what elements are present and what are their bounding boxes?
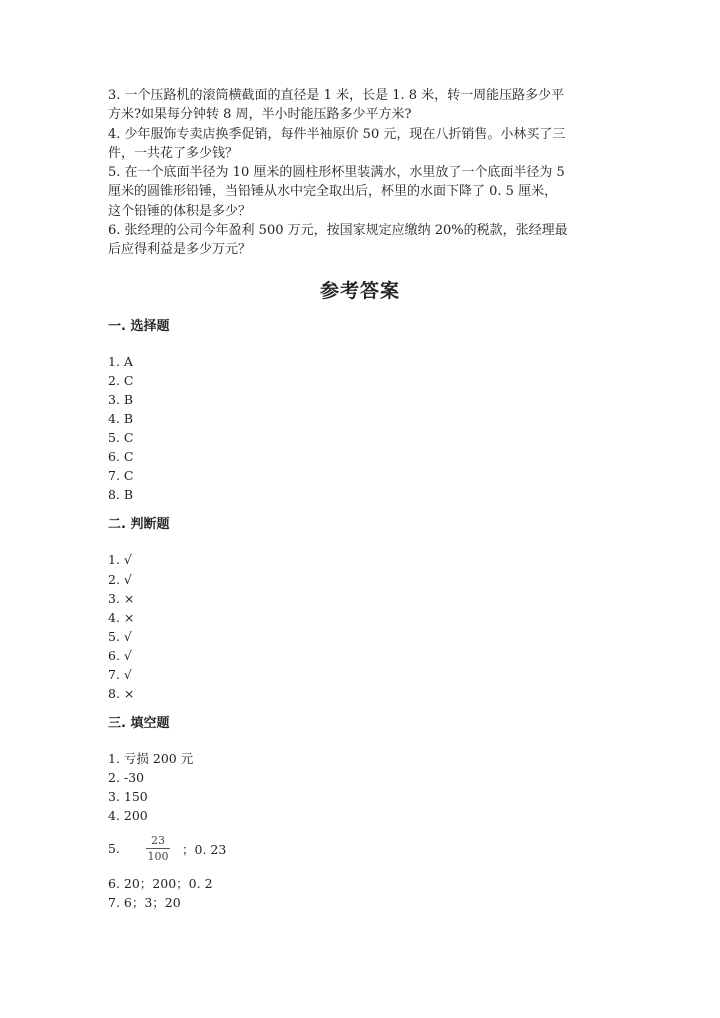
fraction	[144, 834, 172, 863]
problem-line: 4. 少年服饰专卖店换季促销，每件半袖原价 50 元，现在八折销售。小林买了三	[108, 126, 566, 142]
answer-item-fraction	[108, 829, 608, 869]
answer-tail: ；0. 23	[182, 841, 227, 857]
answer-item: 7. √	[108, 666, 132, 682]
answer-item: 1. A	[108, 353, 133, 369]
answer-list	[108, 550, 608, 703]
answer-item: 2. √	[108, 571, 132, 587]
answer-item: 8. ×	[108, 686, 135, 702]
answer-item: 1. 亏损 200 元	[108, 751, 194, 767]
answer-key-title: 参考答案	[319, 279, 400, 302]
choice-section	[108, 318, 608, 505]
problem-line: 6. 张经理的公司今年盈利 500 万元，按国家规定应缴纳 20%的税款，张经理最	[108, 223, 568, 239]
answer-item: 7. C	[108, 468, 134, 484]
answer-item: 2. C	[108, 372, 134, 388]
problem-line: 3. 一个压路机的滚筒横截面的直径是 1 米，长是 1. 8 米，转一周能压路多少平	[108, 88, 565, 103]
answer-item: 7. 6；3；20	[108, 894, 181, 910]
section-heading: 三. 填空题	[108, 716, 170, 732]
answer-item: 3. B	[108, 391, 134, 407]
answer-item: 3. 150	[108, 789, 148, 805]
problem-line: 厘米的圆锥形铅锤，当铅锤从水中完全取出后，杯里的水面下降了 0. 5 厘米，	[108, 184, 558, 200]
answer-item: 6. C	[108, 449, 134, 465]
answer-list	[108, 352, 608, 505]
answer-item: 2. -30	[108, 770, 145, 786]
problem-line: 后应得利益是多少万元？	[108, 242, 252, 258]
answer-item: 6. 20；200；0. 2	[108, 875, 213, 891]
document-page	[108, 86, 608, 912]
answer-item: 8. B	[108, 487, 134, 503]
answer-item: 6. √	[108, 647, 132, 663]
problem-line: 方米?如果每分钟转 8 周，半小时能压路多少平方米?	[108, 107, 412, 123]
word-problems	[108, 86, 608, 260]
item-number: 5.	[108, 841, 120, 857]
section-heading: 一. 选择题	[108, 318, 170, 334]
problem-line: 件，一共花了多少钱？	[108, 145, 239, 161]
fill-section	[108, 715, 608, 912]
judge-section	[108, 516, 608, 703]
answer-item: 5. C	[108, 430, 134, 446]
answer-item: 3. ×	[108, 590, 135, 606]
fraction-denominator: 100	[147, 850, 169, 864]
problem-line: 5. 在一个底面半径为 10 厘米的圆柱形杯里装满水，水里放了一个底面半径为 5	[108, 165, 565, 181]
fraction-numerator: 23	[151, 834, 165, 848]
section-heading: 二. 判断题	[108, 517, 170, 533]
problem-line: 这个铅锤的体积是多少？	[108, 203, 252, 219]
answer-list	[108, 749, 608, 912]
answer-item: 5. √	[108, 628, 132, 644]
answer-item: 4. 200	[108, 808, 148, 824]
answer-item: 4. B	[108, 410, 134, 426]
answer-item: 4. ×	[108, 609, 135, 625]
answer-item: 1. √	[108, 552, 132, 568]
